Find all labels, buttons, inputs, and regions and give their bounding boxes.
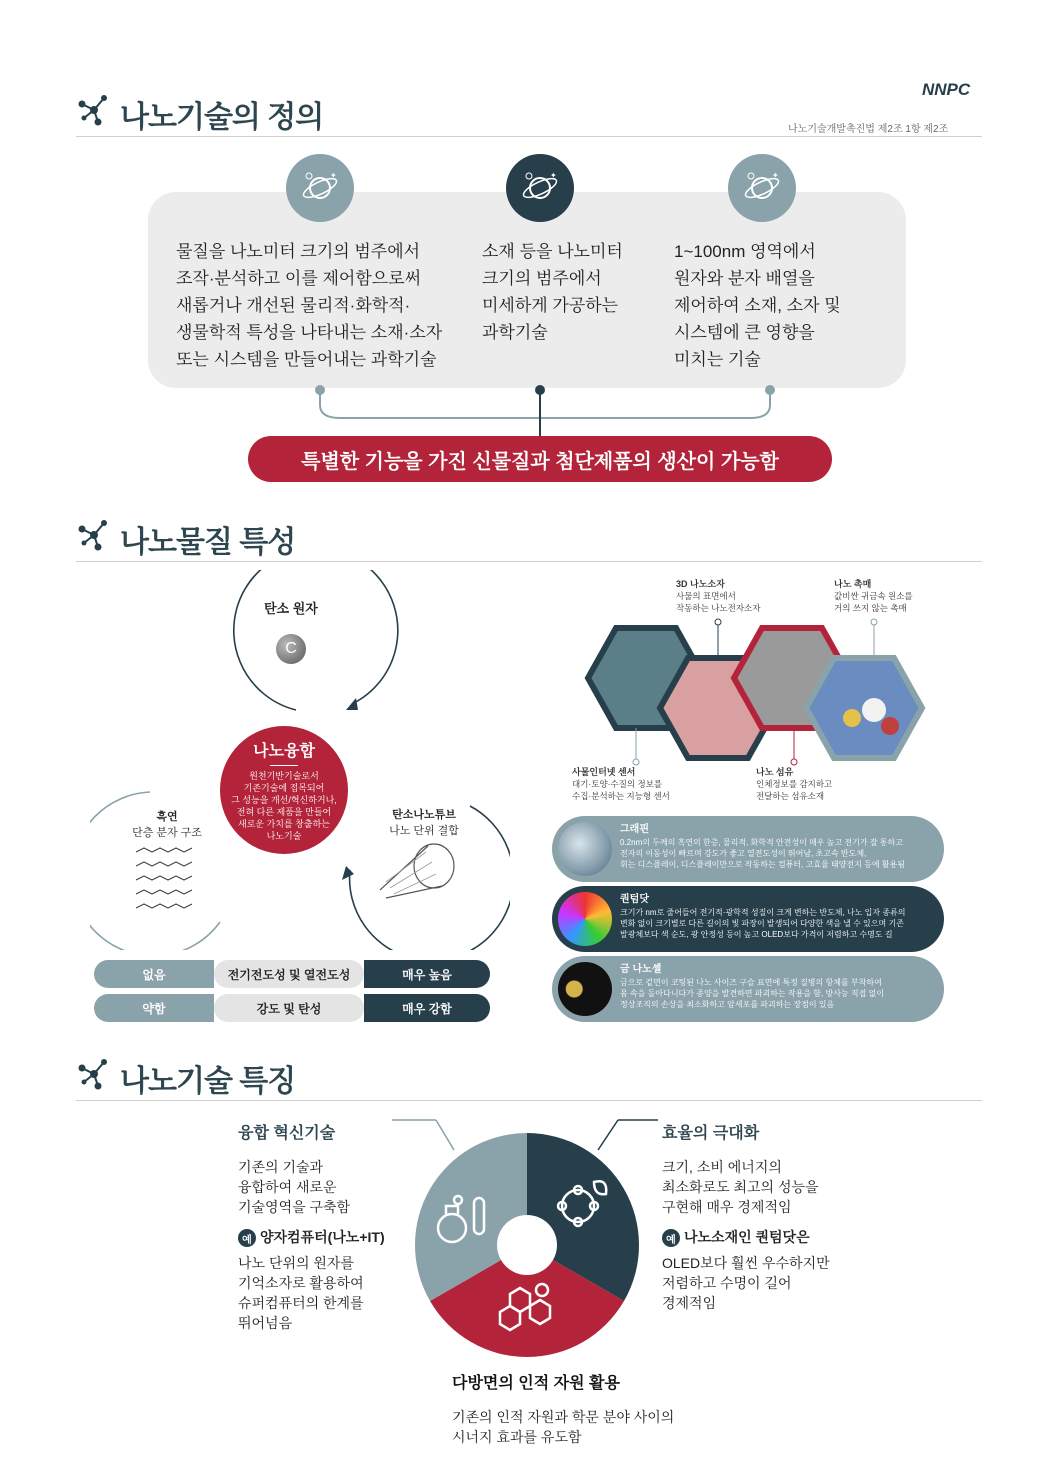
feature-efficiency: 효율의 극대화 크기, 소비 에너지의 최소화로도 최고의 성능을 구현해 매우 경제적임 예 나노소재인 퀀텀닷은 OLED보다 훨씬 우수하지만 저렴하고 수명이 길어 경제적임 [662, 1125, 830, 1312]
cnt-label: 탄소나노튜브 나노 단위 결합 [389, 809, 459, 837]
svg-text:✦: ✦ [550, 171, 557, 180]
nano-fusion-circle: 나노융합 원천기반기술로서 기존기술에 접목되어 그 성능을 개선/혁신하거나, 전혀 다른 제품을 만들어 새로운 가치를 창출하는 나노기술 [220, 726, 348, 854]
hex-label-iot-sensor: 사물인터넷 센서 대기·토양·수질의 정보를 수집·분석하는 지능형 센서 [572, 767, 670, 801]
planet-icon [506, 154, 574, 222]
carbon-nanotube-icon [372, 842, 462, 904]
connector-lines [300, 380, 790, 440]
gold-nanoshell-thumb [558, 962, 612, 1016]
molecule-icon [74, 517, 114, 556]
section-title-features: 나노기술 특징 [120, 1065, 296, 1098]
hex-label-catalyst: 나노 촉매 값비싼 귀금속 원소를 거의 쓰지 않는 촉매 [834, 579, 913, 613]
section-title-properties: 나노물질 특성 [120, 526, 296, 559]
definition-col2: 소재 등을 나노미터 크기의 범주에서 미세하게 가공하는 과학기술 [482, 242, 623, 342]
graphene-thumb [558, 822, 612, 876]
conclusion-banner: 특별한 기능을 가진 신물질과 첨단제품의 생산이 가능함 [248, 436, 832, 482]
planet-icon [286, 154, 354, 222]
molecule-icon [74, 1056, 114, 1095]
definition-col3: 1~100nm 영역에서 원자와 분자 배열을 제어하여 소재, 소자 및 시스템에 큰 영향을 미치는 기술 [674, 242, 841, 369]
quantum-dot-thumb [558, 892, 612, 946]
feature-pie-chart [392, 1110, 662, 1380]
card-quantum-dot: 퀀텀닷 크기가 nm로 줄어들어 전기적·광학적 성질이 크게 변하는 반도체, 나노 입자 종류의 변화 없이 크기별로 다른 길이의 빛 파장이 발생되어 다양한 색을 낼 수 있으며 기존 발광체보다 색 순도, 광 안정성 등이 높고 OLED보다 가격이 저렴하고 수명도 길 [552, 886, 944, 952]
card-gold-nanoshell: 금 나노셸 금으로 겉면이 코팅된 나노 사이즈 구슬 표면에 특정 질병의 항체를 부착하여 몸 속을 돌아다니다가 종양을 발견하면 파괴하는 작용을 함, 방사능 직접 없이 정상조직의 손상을 최소화하고 암세포를 파괴하는 장점이 있음 [552, 956, 944, 1022]
law-source: 나노기술개발촉진법 제2조 1항 제2조 [788, 124, 949, 135]
planet-icon [728, 154, 796, 222]
divider [76, 136, 982, 137]
section-title-definition: 나노기술의 정의 [120, 101, 324, 134]
carbon-atom-label: 탄소 원자 [264, 601, 318, 616]
hexagon-gallery [584, 618, 944, 766]
molecule-icon [74, 92, 114, 131]
nnpc-logo: NNPC [922, 80, 971, 99]
graphite-structure-icon [134, 846, 196, 916]
svg-text:✦: ✦ [772, 171, 779, 180]
feature-convergence: 융합 혁신기술 기존의 기술과 융합하여 새로운 기술영역을 구축함 예 양자컴퓨터(나노+IT) 나노 단위의 원자를 기억소자로 활용하여 슈퍼컴퓨터의 한계를 뛰어넘음 [238, 1125, 385, 1332]
property-row: 없음 전기전도성 및 열전도성 매우 높음 [94, 960, 490, 988]
svg-text:✦: ✦ [330, 171, 337, 180]
property-row: 약함 강도 및 탄성 매우 강함 [94, 994, 490, 1022]
carbon-atom-icon: C [276, 634, 306, 664]
hex-label-nanofiber: 나노 섬유 인체정보를 감지하고 전달하는 섬유소재 [756, 767, 833, 801]
graphite-label: 흑연 단층 분자 구조 [132, 811, 202, 839]
divider [76, 561, 982, 562]
card-graphene: 그래핀 0.2nm의 두께의 흑연의 한층, 물리적, 화학적 안전성이 매우 높고 전기가 잘 통하고 전자의 이동성이 빠르며 강도가 좋고 열전도성이 뛰어남, 초고속 반도체, 휘는 디스플레이, 디스플레이만으로 작동하는 컴퓨터, 고효율 태양전지 등에 활용됨 [552, 816, 944, 882]
hex-label-3d-device: 3D 나노소자 사물의 표면에서 작동하는 나노전자소자 [676, 579, 761, 613]
divider [76, 1100, 982, 1101]
feature-human-resources: 다방면의 인적 자원 활용 기존의 인적 자원과 학문 분야 사이의 시너지 효과를 유도함 [452, 1375, 675, 1445]
definition-col1: 물질을 나노미터 크기의 범주에서 조작·분석하고 이를 제어함으로써 새롭거나 개선된 물리적·화학적· 생물학적 특성을 나타내는 소재·소자 또는 시스템을 만들어내는 과학기술 [176, 242, 443, 369]
